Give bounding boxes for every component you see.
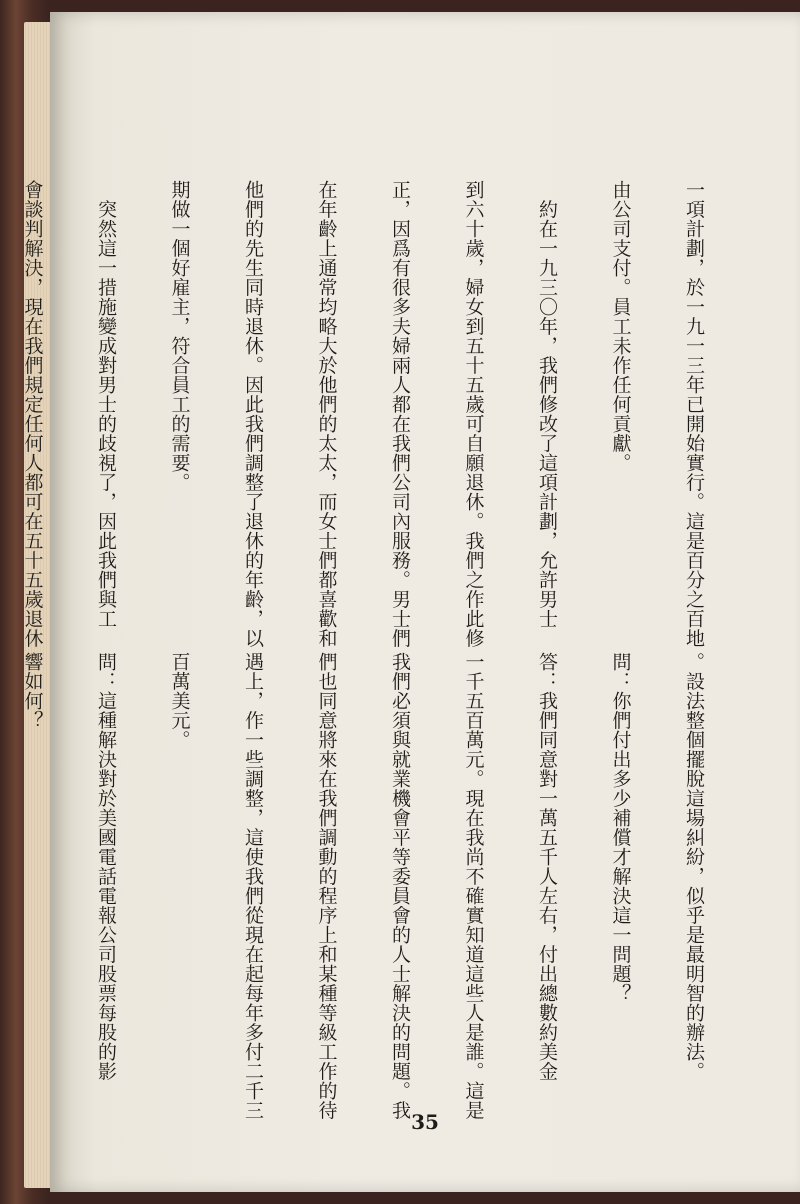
text-line: 。設法整個擺脫這場糾紛，似乎是最明智的辦法。: [683, 652, 705, 1081]
text-line: 百萬美元。: [168, 652, 191, 750]
text-line: 他們的先生同時退休。因此我們調整了退休的年齡，以: [242, 180, 264, 648]
question-line: 問：你們付出多少補償才解決這一問題？: [609, 652, 632, 1003]
text-line: 遇上，作一些調整，這使我們從現在起每年多付二千三: [242, 652, 264, 1120]
text-line: 約在一九三〇年，我們修改了這項計劃，允許男士: [536, 180, 558, 629]
text-line: 突然這一措施變成對男士的歧視了，因此我們與工: [95, 180, 117, 629]
text-line: 在年齡上通常均略大於他們的太太，而女士們都喜歡和: [315, 180, 338, 648]
text-line: 會談判解決，現在我們規定任何人都可在五十五歲退休: [21, 180, 44, 648]
text-block-bottom: [0, 652, 755, 1120]
text-line: 正，因爲有很多夫婦兩人都在我們公司內服務。男士們: [389, 180, 411, 648]
text-line: 一千五百萬元。現在我尚不確實知道這些人是誰。這是: [462, 652, 485, 1120]
text-block-top: [0, 180, 755, 648]
text-line: 們也同意將來在我們調動的程序上和某種等級工作的待: [315, 652, 338, 1120]
text-line: 響如何？: [21, 652, 44, 730]
page-number: 35: [411, 1110, 439, 1134]
text-line: 到六十歲，婦女到五十五歲可自願退休。我們之作此修: [462, 180, 485, 648]
question-line: 問：這種解決對於美國電話電報公司股票每股的影: [95, 652, 117, 1081]
text-line: 一項計劃，於一九一三年已開始實行。這是百分之百地: [683, 180, 705, 648]
text-line: 期做一個好雇主，符合員工的需要。: [168, 180, 191, 492]
text-line: 我們必須與就業機會平等委員會的人士解決的問題。我: [389, 652, 411, 1120]
book-page: [21, 12, 800, 1192]
text-line: 由公司支付。員工未作任何貢獻。: [609, 180, 632, 473]
answer-line: 答：我們同意對一萬五千人左右，付出總數約美金: [536, 652, 558, 1081]
